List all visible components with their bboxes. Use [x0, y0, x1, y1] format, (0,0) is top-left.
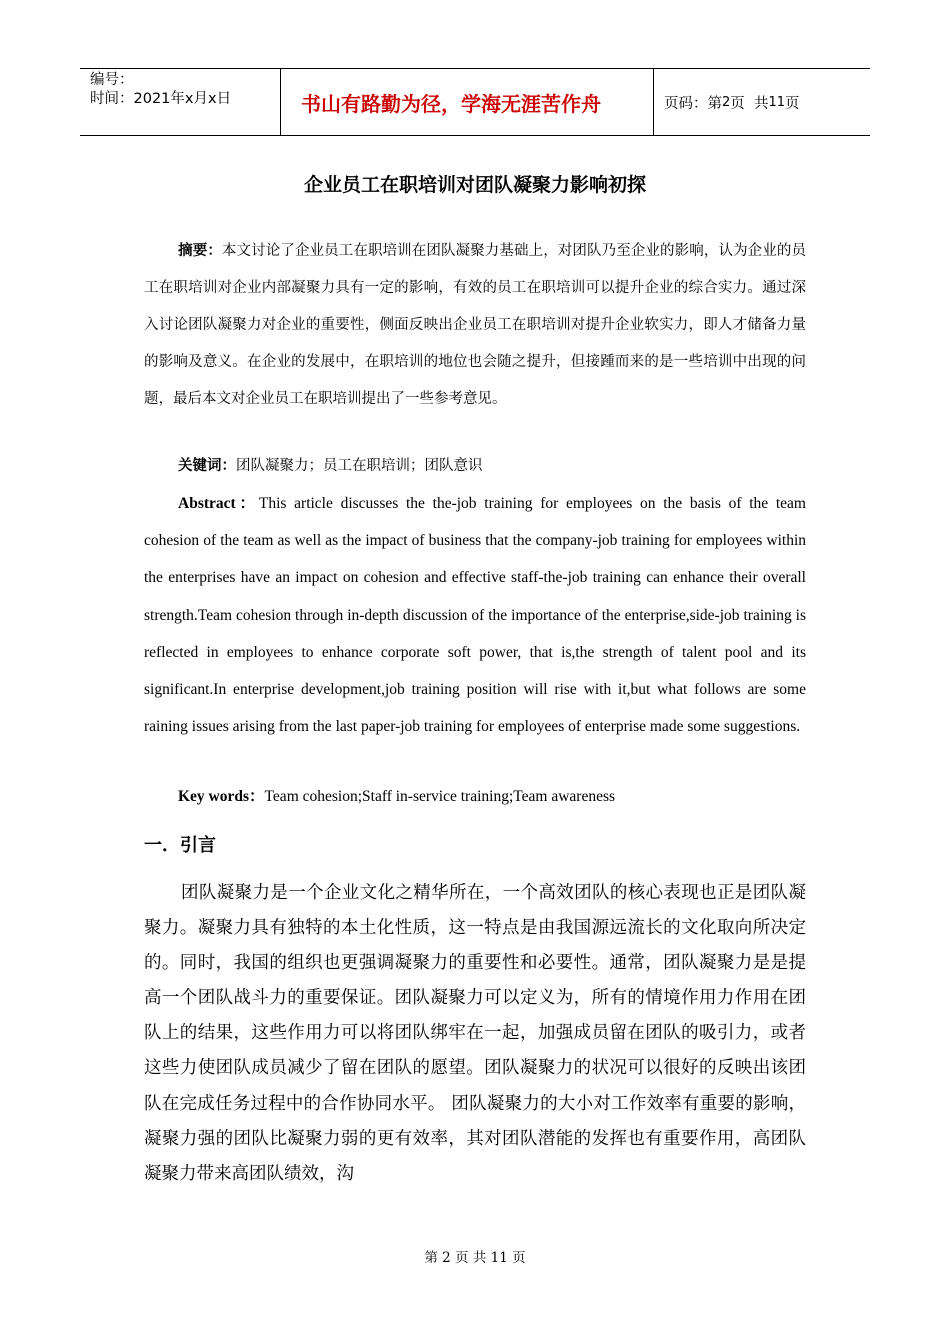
abstract-en [144, 485, 806, 745]
abstract-cn [144, 233, 806, 418]
keywords-cn [144, 454, 806, 478]
section-heading: 一．引言 [144, 835, 216, 856]
footer-suffix: 页 [512, 1250, 526, 1266]
keywords-en-label: Key words： [178, 788, 265, 805]
footer-current: 2 [442, 1250, 451, 1266]
footer-mid: 页 共 [455, 1250, 487, 1266]
header-table [80, 68, 870, 136]
abstract-cn-text: 本文讨论了企业员工在职培训在团队凝聚力基础上，对团队乃至企业的影响，认为企业的员工在职培训对企业内部凝聚力具有一定的影响，有效的员工在职培训可以提升企业的综合实力。通过深入讨论团队凝聚力对企业的重要性，侧面反映出企业员工在职培训对提升企业软实力，即人才储备力量的影响及意义。在企业的发展中，在职培训的地位也会随之提升，但接踵而来的是一些培训中出现的问题，最后本文对企业员工在职培训提出了一些参考意见。 [144, 243, 806, 407]
page-footer [0, 1246, 950, 1266]
abstract-en-label: Abstract： [178, 495, 259, 512]
abstract-en-text: This article discusses the the-job training for employees on the basis of the team cohesion of the team as well as the impact of business that the company-job training for employees within the enterprises have an impact on cohesion and effective staff-the-job training can enhance their overall strength.Team cohesion through in-depth discussion of the importance of the enterprise,side-job training is reflected in employees to enhance corporate soft power, that is,the strength of talent pool and its significant.In enterprise development,job training position will rise with it,but what follows are some raining issues arising from the last paper-job training for employees of enterprise made some suggestions. [144, 495, 806, 736]
document-number-label: 编号： [90, 72, 134, 88]
abstract-cn-label: 摘要： [178, 243, 222, 259]
footer-total: 11 [490, 1250, 508, 1266]
footer-prefix: 第 [424, 1250, 438, 1266]
keywords-en [144, 784, 806, 810]
document-title: 企业员工在职培训对团队凝聚力影响初探 [303, 174, 646, 196]
body-paragraph: 团队凝聚力是一个企业文化之精华所在，一个高效团队的核心表现也正是团队凝聚力。凝聚力具有独特的本土化性质，这一特点是由我国源远流长的文化取向所决定的。同时，我国的组织也更强调凝聚力的重要性和必要性。通常，团队凝聚力是是提高一个团队战斗力的重要保证。团队凝聚力可以定义为，所有的情境作用力作用在团队上的结果，这些作用力可以将团队绑牢在一起，加强成员留在团队的吸引力，或者这些力使团队成员减少了留在团队的愿望。团队凝聚力的状况可以很好的反映出该团队在完成任务过程中的合作协同水平。 团队凝聚力的大小对工作效率有重要的影响，凝聚力强的团队比凝聚力弱的更有效率，其对团队潜能的发挥也有重要作用，高团队凝聚力带来高团队绩效，沟 [144, 883, 806, 1184]
header-motto: 书山有路勤为径，学海无涯苦作舟 [281, 69, 654, 135]
page-total: 11 [768, 94, 786, 110]
keywords-cn-text: 团队凝聚力；员工在职培训；团队意识 [236, 458, 483, 474]
keywords-cn-label: 关键词： [178, 458, 236, 474]
page-end: 页 [785, 95, 800, 112]
document-time-label: 时间：2021年x月x日 [90, 91, 232, 107]
header-meta-cell [80, 69, 281, 135]
page-label: 页码：第 [664, 95, 722, 112]
page-mid: 页 共 [730, 95, 769, 112]
header-page-indicator [654, 69, 870, 135]
page-current: 2 [722, 94, 731, 110]
keywords-en-text: Team cohesion;Staff in-service training;Team awareness [264, 788, 616, 805]
